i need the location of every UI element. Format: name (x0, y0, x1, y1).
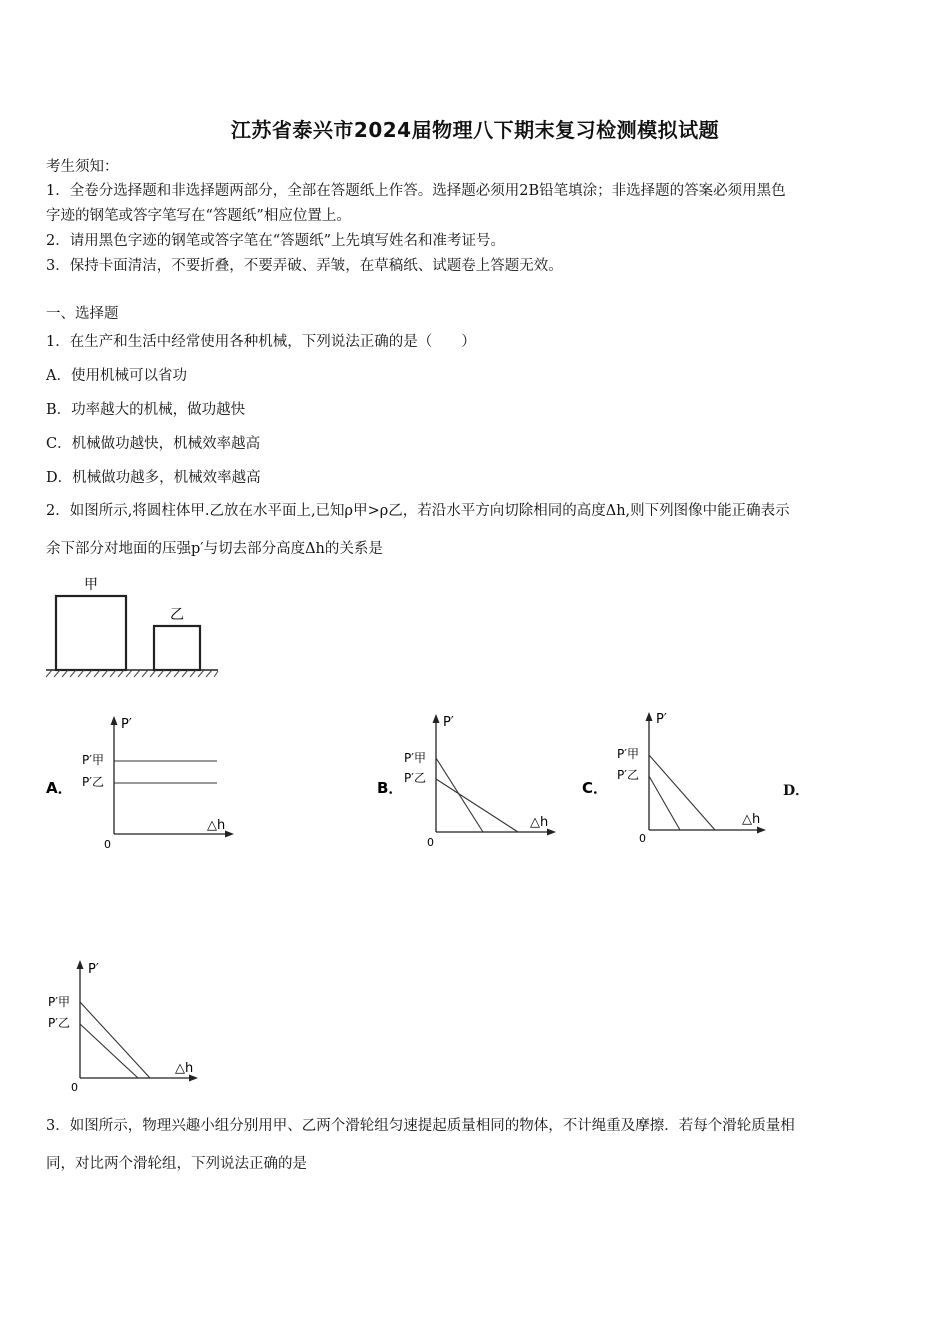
question-3-stem-line2: 同，对比两个滑轮组，下列说法正确的是 (46, 1156, 307, 1172)
y-axis-arrow (77, 960, 84, 969)
y-axis-label: P′ (121, 717, 132, 732)
x-axis-label: △h (530, 815, 549, 830)
y-axis-label: P′ (656, 712, 667, 727)
notice-item: 1．全卷分选择题和非选择题两部分，全部在答题纸上作答。选择题必须用2B铅笔填涂；非选择题的答案必须用黑色 (46, 183, 786, 199)
series-yi-label: P′乙 (617, 768, 639, 782)
page-title: 江苏省泰兴市2024届物理八下期末复习检测模拟试题 (230, 118, 720, 142)
series-jia-label: P′甲 (48, 995, 70, 1009)
question-1-option-b: B．功率越大的机械，做功越快 (46, 402, 246, 418)
question-1-option-c: C．机械做功越快，机械效率越高 (46, 436, 261, 452)
option-d-label: D． (783, 783, 810, 799)
option-c-label: C． (582, 779, 609, 797)
series-jia-label: P′甲 (82, 753, 104, 767)
question-2-stem-line1: 2．如图所示,将圆柱体甲.乙放在水平面上,已知ρ甲>ρ乙，若沿水平方向切除相同的高度Δh,则下列图像中能正确表示 (46, 503, 790, 519)
cylinder-jia-label: 甲 (84, 577, 98, 593)
x-axis-label: △h (207, 818, 226, 833)
series-yi-label: P′乙 (48, 1016, 70, 1030)
notice-heading: 考生须知： (46, 159, 119, 175)
series-yi-label: P′乙 (404, 771, 426, 785)
cylinder-yi-label: 乙 (170, 607, 184, 623)
option-a-label: A． (46, 779, 73, 797)
question-3-stem-line1: 3．如图所示，物理兴趣小组分别用甲、乙两个滑轮组匀速提起质量相同的物体，不计绳重及摩擦．若每个滑轮质量相 (46, 1118, 795, 1134)
y-axis-label: P′ (88, 962, 99, 977)
x-axis-label: △h (175, 1061, 194, 1076)
origin-label: 0 (427, 836, 434, 849)
section-heading: 一、选择题 (46, 306, 119, 322)
origin-label: 0 (104, 838, 111, 851)
line-jia (80, 1002, 150, 1078)
series-yi-label: P′乙 (82, 775, 104, 789)
option-b-label: B． (377, 779, 404, 797)
x-axis-label: △h (742, 812, 761, 827)
series-jia-label: P′甲 (404, 751, 426, 765)
notice-item: 3．保持卡面清洁，不要折叠，不要弄破、弄皱，在草稿纸、试题卷上答题无效。 (46, 258, 563, 274)
question-1-option-d: D．机械做功越多，机械效率越高 (46, 470, 261, 486)
origin-label: 0 (71, 1081, 78, 1094)
origin-label: 0 (639, 832, 646, 845)
question-1-option-a: A．使用机械可以省功 (46, 368, 187, 384)
question-1-stem: 1．在生产和生活中经常使用各种机械，下列说法正确的是（ ） (46, 334, 476, 350)
notice-item: 2．请用黑色字迹的钢笔或答字笔在“答题纸”上先填写姓名和准考证号。 (46, 233, 506, 249)
line-yi (80, 1024, 138, 1078)
series-jia-label: P′甲 (617, 747, 639, 761)
y-axis-label: P′ (443, 715, 454, 730)
notice-item: 字迹的钢笔或答字笔写在“答题纸”相应位置上。 (46, 208, 351, 224)
question-2-stem-line2: 余下部分对地面的压强p′与切去部分高度Δh的关系是 (46, 541, 383, 557)
